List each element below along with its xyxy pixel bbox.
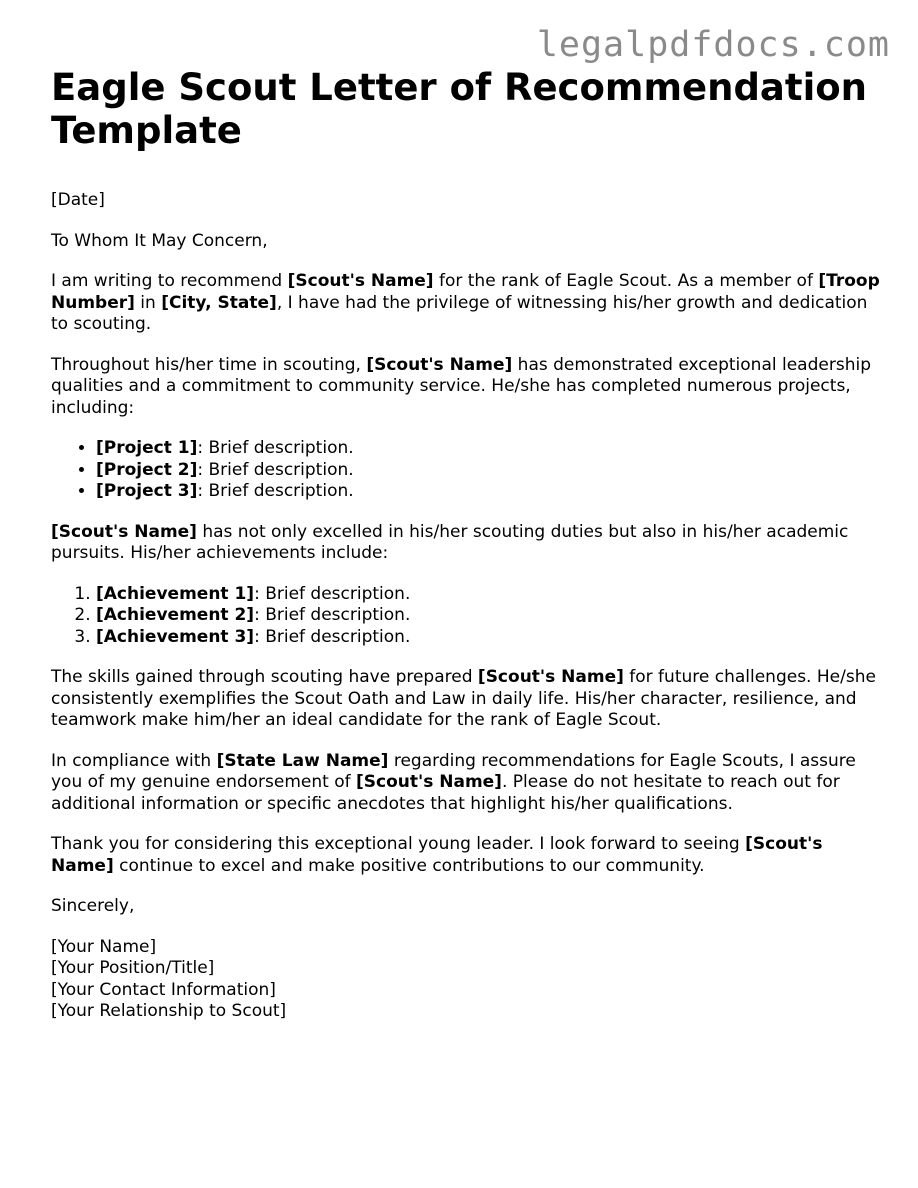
list-item: • [Project 3]: Brief description. [96, 481, 881, 503]
compliance-paragraph: In compliance with [State Law Name] regarding recommendations for Eagle Scouts, I assure you of my genuine endorsement of [Scout's Name]. Please do not hesitate to reach out for additional information or specific anecdotes that highlight his/her qualifications. [51, 750, 856, 814]
scout-name-placeholder: [Scout's Name] [51, 521, 197, 542]
site-watermark: legalpdfdocs.com [536, 25, 890, 65]
troop-number-placeholder: [Troop Number] [51, 271, 880, 313]
letter-document [51, 66, 881, 1042]
list-item: • [Project 2]: Brief description. [96, 460, 881, 482]
salutation: To Whom It May Concern, [51, 230, 268, 251]
projects-list [51, 438, 881, 503]
skills-paragraph: The skills gained through scouting have prepared [Scout's Name] for future challenges. He/she consistently exemplifies the Scout Oath and Law in daily life. His/her character, resilience, and teamwork make him/her an ideal candidate for the rank of Eagle Scout. [51, 667, 876, 730]
achievements-list [51, 584, 881, 649]
leadership-paragraph: Throughout his/her time in scouting, [Scout's Name] has demonstrated exceptional leadership qualities and a commitment to community service. He/she has completed numerous projects, including: [51, 354, 871, 418]
scout-name-placeholder: [Scout's Name] [51, 834, 823, 876]
signature-relationship: [Your Relationship to Scout] [51, 1001, 287, 1021]
signature-block [51, 937, 881, 1023]
list-item: • [Project 1]: Brief description. [96, 438, 881, 460]
closing-line: Sincerely, [51, 896, 135, 916]
state-law-placeholder: [State Law Name] [216, 750, 389, 771]
signature-contact: [Your Contact Information] [51, 979, 276, 1000]
list-item: 1. [Achievement 1]: Brief description. [96, 584, 881, 606]
scout-name-placeholder: [Scout's Name] [477, 667, 624, 687]
document-title: Eagle Scout Letter of Recommendation Template [51, 66, 868, 152]
date-line: [Date] [51, 190, 105, 210]
list-item: 2. [Achievement 2]: Brief description. [96, 605, 881, 627]
intro-paragraph: I am writing to recommend [Scout's Name] for the rank of Eagle Scout. As a member of [Troop Number] in [City, State], I have had the privilege of witnessing his/her growth and dedication to scouting. [51, 271, 880, 334]
scout-name-placeholder: [Scout's Name] [356, 772, 502, 792]
city-state-placeholder: [City, State] [161, 292, 277, 313]
academic-paragraph: [Scout's Name] has not only excelled in his/her scouting duties but also in his/her academic pursuits. His/her achievements include: [51, 521, 849, 563]
signature-position: [Your Position/Title] [51, 958, 215, 978]
scout-name-placeholder: [Scout's Name] [366, 354, 513, 375]
thank-you-paragraph: Thank you for considering this exceptional young leader. I look forward to seeing [Scout's Name] continue to excel and make positive contributions to our community. [51, 834, 823, 876]
signature-name: [Your Name] [51, 936, 157, 957]
list-item: 3. [Achievement 3]: Brief description. [96, 627, 881, 649]
scout-name-placeholder: [Scout's Name] [287, 271, 434, 291]
